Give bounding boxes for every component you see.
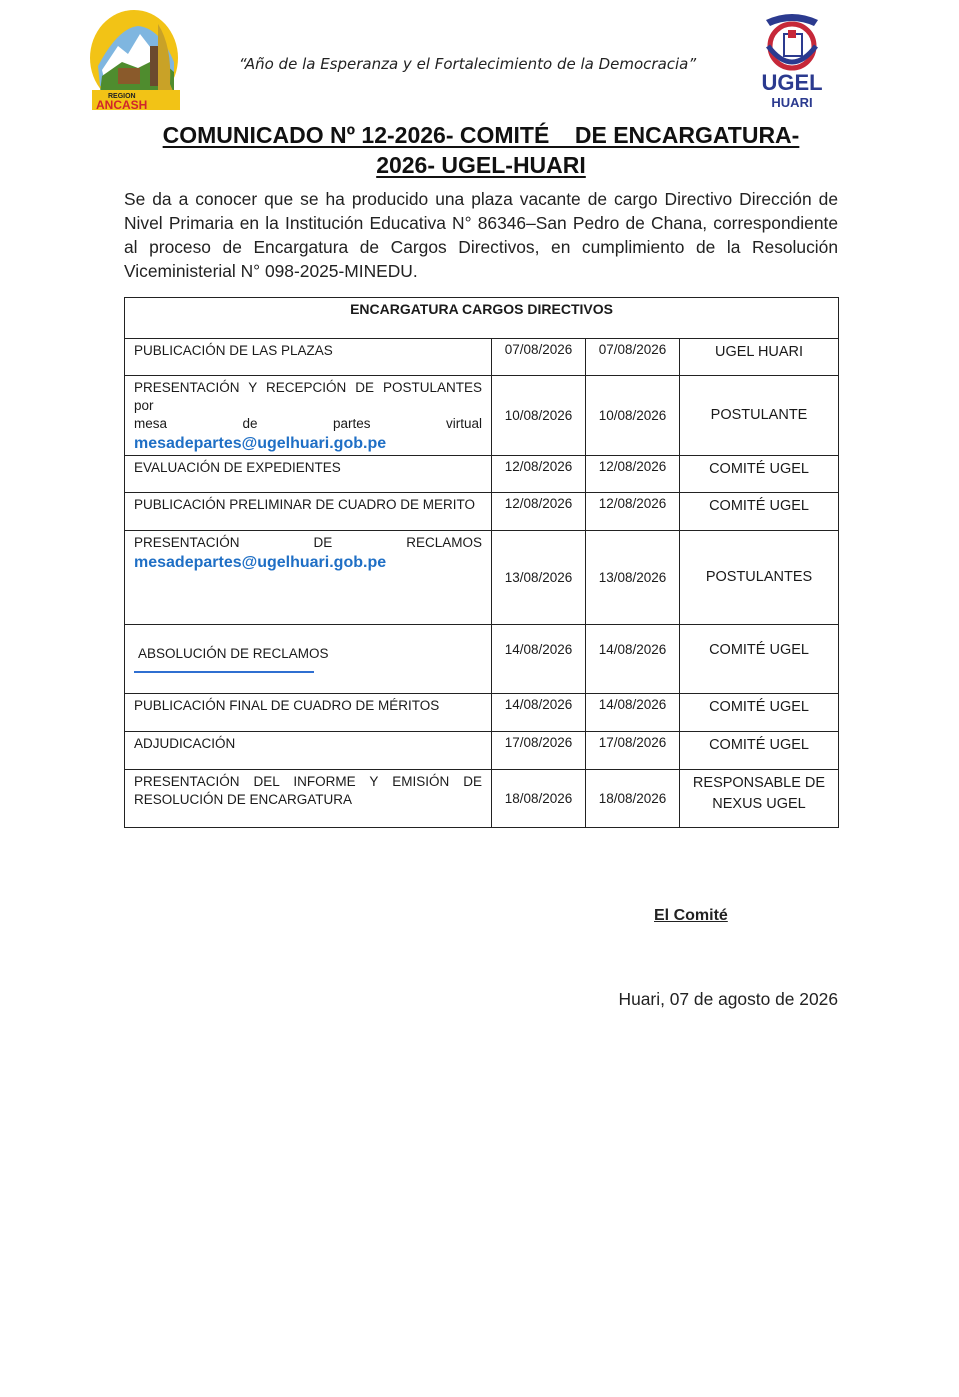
document-title xyxy=(124,120,838,180)
end-date-cell: 14/08/2026 xyxy=(586,694,680,732)
activity-cell xyxy=(125,376,492,456)
ugel-huari-icon xyxy=(744,12,840,112)
start-date-cell: 12/08/2026 xyxy=(492,456,586,493)
table-row xyxy=(125,456,839,493)
start-date-cell: 13/08/2026 xyxy=(492,531,586,625)
start-date-cell: 14/08/2026 xyxy=(492,625,586,694)
responsible-cell: POSTULANTE xyxy=(680,376,839,456)
end-date-cell: 14/08/2026 xyxy=(586,625,680,694)
signature-label: El Comité xyxy=(654,907,728,924)
email-link[interactable]: mesadepartes@ugelhuari.gob.pe xyxy=(134,435,387,452)
title-line-1: COMUNICADO Nº 12-2026- COMITÉ DE ENCARGATURA- xyxy=(162,122,800,148)
table-row xyxy=(125,376,839,456)
activity-cell: PUBLICACIÓN PRELIMINAR DE CUADRO DE MERITO xyxy=(125,493,492,531)
activity-cell: EVALUACIÓN DE EXPEDIENTES xyxy=(125,456,492,493)
table-row xyxy=(125,493,839,531)
start-date-cell: 12/08/2026 xyxy=(492,493,586,531)
table-row xyxy=(125,694,839,732)
start-date-cell: 14/08/2026 xyxy=(492,694,586,732)
ugel-huari-logo xyxy=(744,12,840,112)
table-heading: ENCARGATURA CARGOS DIRECTIVOS xyxy=(125,298,839,339)
region-ancash-icon xyxy=(88,6,184,112)
table-row xyxy=(125,732,839,770)
activity-cell xyxy=(125,531,492,625)
activity-line: mesa de partes virtual xyxy=(134,416,482,431)
end-date-cell: 13/08/2026 xyxy=(586,531,680,625)
region-ancash-logo xyxy=(88,6,184,112)
responsible-cell: COMITÉ UGEL xyxy=(680,493,839,531)
responsible-cell: COMITÉ UGEL xyxy=(680,456,839,493)
svg-text:HUARI: HUARI xyxy=(771,95,813,110)
end-date-cell: 12/08/2026 xyxy=(586,456,680,493)
blue-underline xyxy=(134,671,314,673)
table-row xyxy=(125,625,839,694)
start-date-cell: 17/08/2026 xyxy=(492,732,586,770)
responsible-cell: COMITÉ UGEL xyxy=(680,732,839,770)
intro-paragraph: Se da a conocer que se ha producido una plaza vacante de cargo Directivo Dirección de Nivel Primaria en la Institución Educativa N° 86346–San Pedro de Chana, correspondiente al proceso de Encargatura de Cargos Directivos, en cumplimiento de la Resolución Viceministerial N° 098-2025-MINEDU. xyxy=(124,189,838,281)
svg-text:REGION: REGION xyxy=(108,93,136,100)
activity-cell: PUBLICACIÓN FINAL DE CUADRO DE MÉRITOS xyxy=(125,694,492,732)
end-date-cell: 12/08/2026 xyxy=(586,493,680,531)
responsible-cell xyxy=(680,770,839,828)
activity-line: RESOLUCIÓN DE ENCARGATURA xyxy=(134,792,353,807)
title-line-2: 2026- UGEL-HUARI xyxy=(376,152,586,178)
email-link[interactable]: mesadepartes@ugelhuari.gob.pe xyxy=(134,554,387,571)
table-row xyxy=(125,339,839,376)
activity-line: PRESENTACIÓN DEL INFORME Y EMISIÓN DE xyxy=(134,774,482,789)
activity-line: PRESENTACIÓN DE RECLAMOS xyxy=(134,535,482,550)
svg-text:ANCASH: ANCASH xyxy=(96,98,148,112)
responsible-line: RESPONSABLE DE xyxy=(692,775,826,791)
responsible-cell: COMITÉ UGEL xyxy=(680,625,839,694)
activity-cell xyxy=(125,770,492,828)
svg-text:UGEL: UGEL xyxy=(761,70,823,95)
start-date-cell: 18/08/2026 xyxy=(492,770,586,828)
end-date-cell: 07/08/2026 xyxy=(586,339,680,376)
start-date-cell: 10/08/2026 xyxy=(492,376,586,456)
end-date-cell: 17/08/2026 xyxy=(586,732,680,770)
table-row xyxy=(125,770,839,828)
start-date-cell: 07/08/2026 xyxy=(492,339,586,376)
responsible-line: NEXUS UGEL xyxy=(712,796,806,812)
activity-cell: PUBLICACIÓN DE LAS PLAZAS xyxy=(125,339,492,376)
slogan: “Año de la Esperanza y el Fortalecimiento de la Democracia” xyxy=(238,55,697,73)
end-date-cell: 10/08/2026 xyxy=(586,376,680,456)
activity-cell: ADJUDICACIÓN xyxy=(125,732,492,770)
table-row xyxy=(125,531,839,625)
activity-cell xyxy=(125,625,492,694)
activity-line: PRESENTACIÓN Y RECEPCIÓN DE POSTULANTES por xyxy=(134,380,482,413)
activity-line: ABSOLUCIÓN DE RECLAMOS xyxy=(138,646,329,661)
responsible-cell: COMITÉ UGEL xyxy=(680,694,839,732)
responsible-cell: UGEL HUARI xyxy=(680,339,839,376)
place-date: Huari, 07 de agosto de 2026 xyxy=(618,989,838,1009)
end-date-cell: 18/08/2026 xyxy=(586,770,680,828)
schedule-table xyxy=(124,297,839,828)
table-header-row xyxy=(125,298,839,339)
responsible-cell: POSTULANTES xyxy=(680,531,839,625)
